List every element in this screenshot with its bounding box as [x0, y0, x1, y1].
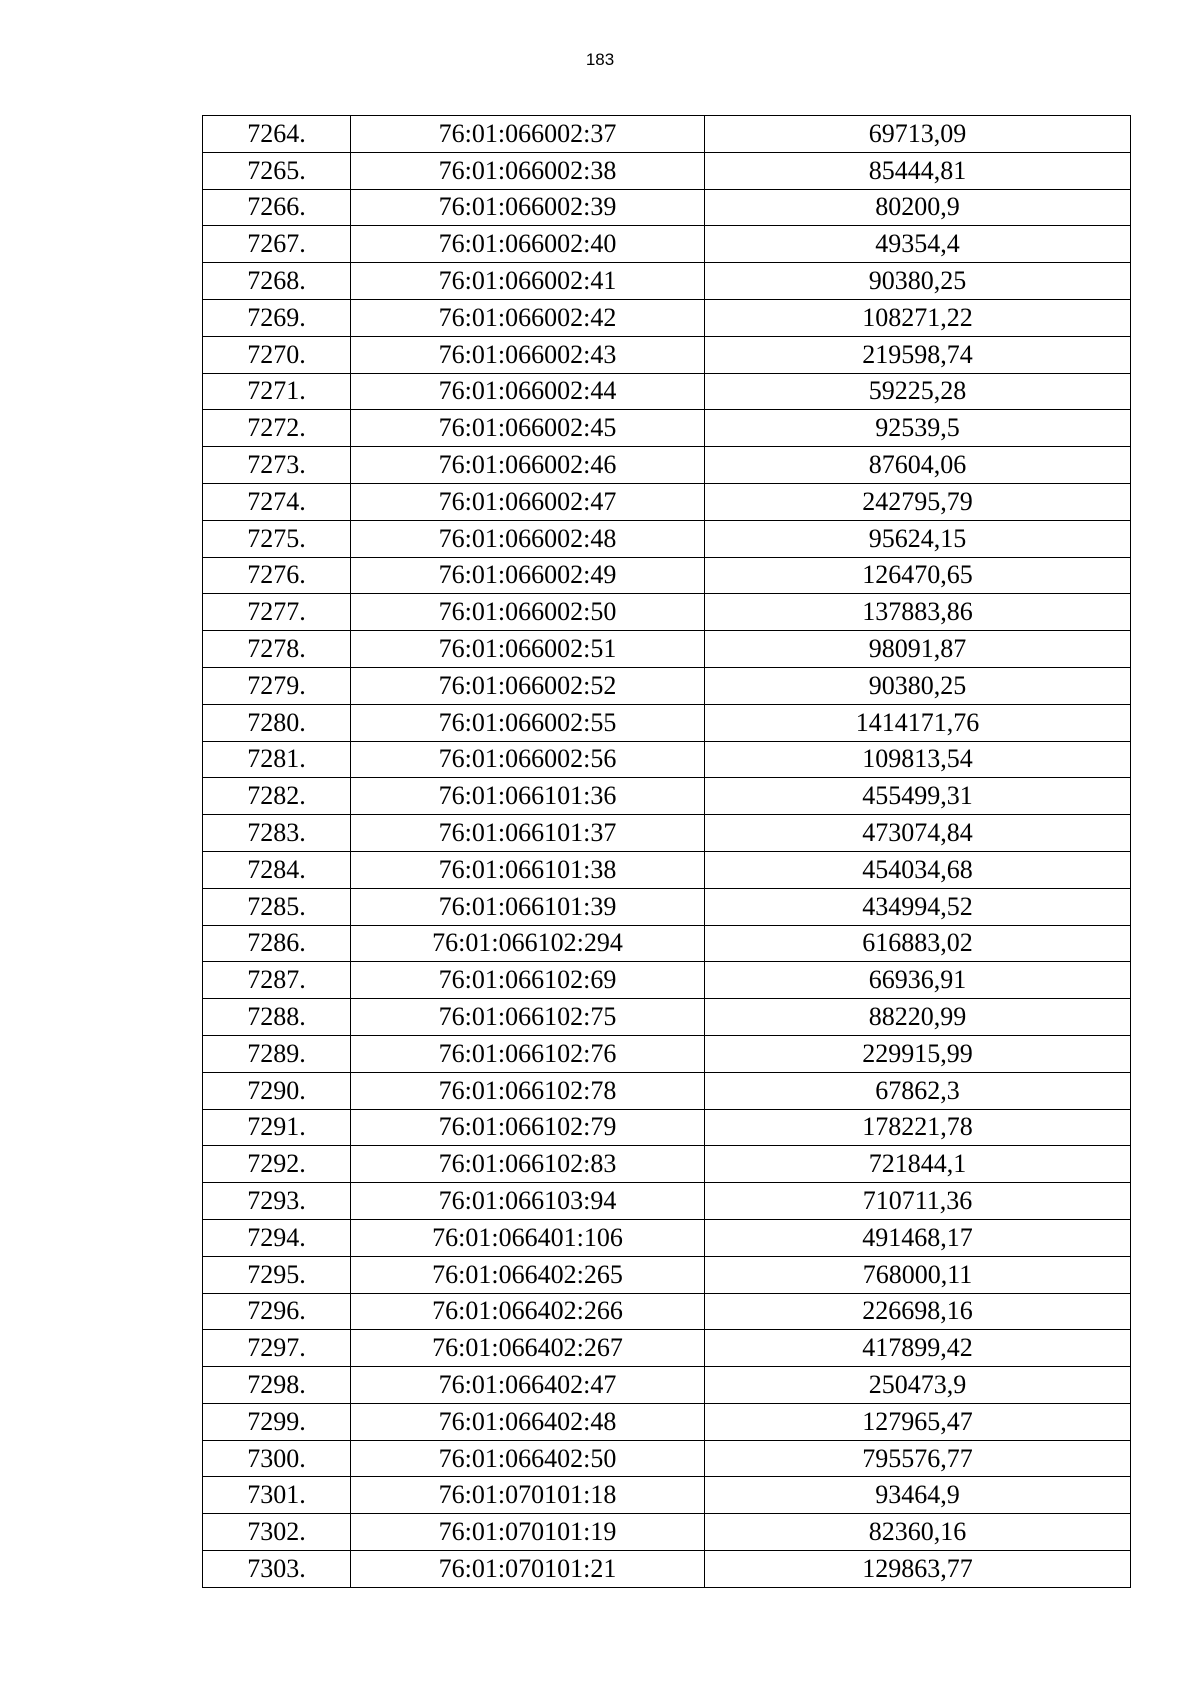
- cadastral-number-cell: 76:01:066002:40: [351, 226, 705, 263]
- table-row: [203, 1146, 1131, 1183]
- cadastral-number-cell: 76:01:066402:267: [351, 1330, 705, 1367]
- row-number-cell: 7267.: [203, 226, 351, 263]
- row-number-cell: 7292.: [203, 1146, 351, 1183]
- cadastral-number-cell: 76:01:066002:43: [351, 336, 705, 373]
- table-row: [203, 999, 1131, 1036]
- cadastral-number-cell: 76:01:070101:18: [351, 1477, 705, 1514]
- table-row: [203, 483, 1131, 520]
- cadastral-number-cell: 76:01:066402:50: [351, 1440, 705, 1477]
- value-cell: 242795,79: [705, 483, 1131, 520]
- row-number-cell: 7281.: [203, 741, 351, 778]
- row-number-cell: 7301.: [203, 1477, 351, 1514]
- table-row: [203, 447, 1131, 484]
- table-row: [203, 116, 1131, 153]
- cadastral-number-cell: 76:01:066002:41: [351, 263, 705, 300]
- table-row: [203, 557, 1131, 594]
- cadastral-number-cell: 76:01:066103:94: [351, 1183, 705, 1220]
- value-cell: 1414171,76: [705, 704, 1131, 741]
- table-row: [203, 373, 1131, 410]
- value-cell: 59225,28: [705, 373, 1131, 410]
- table-row: [203, 1440, 1131, 1477]
- value-cell: 250473,9: [705, 1367, 1131, 1404]
- table-row: [203, 226, 1131, 263]
- table-row: [203, 1477, 1131, 1514]
- value-cell: 93464,9: [705, 1477, 1131, 1514]
- row-number-cell: 7293.: [203, 1183, 351, 1220]
- value-cell: 126470,65: [705, 557, 1131, 594]
- table-row: [203, 1256, 1131, 1293]
- row-number-cell: 7265.: [203, 152, 351, 189]
- value-cell: 98091,87: [705, 631, 1131, 668]
- value-cell: 710711,36: [705, 1183, 1131, 1220]
- value-cell: 90380,25: [705, 263, 1131, 300]
- value-cell: 768000,11: [705, 1256, 1131, 1293]
- value-cell: 82360,16: [705, 1514, 1131, 1551]
- value-cell: 109813,54: [705, 741, 1131, 778]
- cadastral-number-cell: 76:01:066002:46: [351, 447, 705, 484]
- cadastral-number-cell: 76:01:066002:39: [351, 189, 705, 226]
- value-cell: 473074,84: [705, 815, 1131, 852]
- table-row: [203, 1035, 1131, 1072]
- cadastral-number-cell: 76:01:066002:45: [351, 410, 705, 447]
- table-row: [203, 1514, 1131, 1551]
- table-row: [203, 594, 1131, 631]
- cadastral-number-cell: 76:01:066101:38: [351, 851, 705, 888]
- table-row: [203, 888, 1131, 925]
- table-row: [203, 925, 1131, 962]
- cadastral-number-cell: 76:01:066401:106: [351, 1219, 705, 1256]
- value-cell: 434994,52: [705, 888, 1131, 925]
- value-cell: 108271,22: [705, 299, 1131, 336]
- table-row: [203, 336, 1131, 373]
- value-cell: 127965,47: [705, 1403, 1131, 1440]
- row-number-cell: 7270.: [203, 336, 351, 373]
- value-cell: 87604,06: [705, 447, 1131, 484]
- row-number-cell: 7295.: [203, 1256, 351, 1293]
- value-cell: 455499,31: [705, 778, 1131, 815]
- value-cell: 67862,3: [705, 1072, 1131, 1109]
- row-number-cell: 7276.: [203, 557, 351, 594]
- table-row: [203, 1330, 1131, 1367]
- value-cell: 616883,02: [705, 925, 1131, 962]
- row-number-cell: 7288.: [203, 999, 351, 1036]
- page-number: 183: [585, 50, 615, 69]
- row-number-cell: 7287.: [203, 962, 351, 999]
- table-row: [203, 778, 1131, 815]
- row-number-cell: 7279.: [203, 667, 351, 704]
- row-number-cell: 7285.: [203, 888, 351, 925]
- cadastral-number-cell: 76:01:066101:39: [351, 888, 705, 925]
- value-cell: 129863,77: [705, 1551, 1131, 1588]
- table-row: [203, 1183, 1131, 1220]
- table-row: [203, 1109, 1131, 1146]
- cadastral-number-cell: 76:01:066102:78: [351, 1072, 705, 1109]
- cadastral-number-cell: 76:01:066402:266: [351, 1293, 705, 1330]
- cadastral-number-cell: 76:01:066002:55: [351, 704, 705, 741]
- row-number-cell: 7289.: [203, 1035, 351, 1072]
- row-number-cell: 7280.: [203, 704, 351, 741]
- cadastral-number-cell: 76:01:066002:51: [351, 631, 705, 668]
- cadastral-number-cell: 76:01:066002:42: [351, 299, 705, 336]
- value-cell: 795576,77: [705, 1440, 1131, 1477]
- cadastral-number-cell: 76:01:066002:37: [351, 116, 705, 153]
- table-row: [203, 962, 1131, 999]
- row-number-cell: 7294.: [203, 1219, 351, 1256]
- cadastral-number-cell: 76:01:066002:47: [351, 483, 705, 520]
- table-row: [203, 189, 1131, 226]
- table-row: [203, 667, 1131, 704]
- row-number-cell: 7269.: [203, 299, 351, 336]
- table-row: [203, 299, 1131, 336]
- table-row: [203, 263, 1131, 300]
- cadastral-number-cell: 76:01:066402:48: [351, 1403, 705, 1440]
- value-cell: 721844,1: [705, 1146, 1131, 1183]
- table-row: [203, 741, 1131, 778]
- value-cell: 229915,99: [705, 1035, 1131, 1072]
- cadastral-number-cell: 76:01:066002:48: [351, 520, 705, 557]
- value-cell: 88220,99: [705, 999, 1131, 1036]
- cadastral-number-cell: 76:01:066002:52: [351, 667, 705, 704]
- cadastral-number-cell: 76:01:066002:38: [351, 152, 705, 189]
- row-number-cell: 7286.: [203, 925, 351, 962]
- table-row: [203, 1293, 1131, 1330]
- value-cell: 226698,16: [705, 1293, 1131, 1330]
- value-cell: 491468,17: [705, 1219, 1131, 1256]
- cadastral-number-cell: 76:01:066002:49: [351, 557, 705, 594]
- row-number-cell: 7275.: [203, 520, 351, 557]
- row-number-cell: 7300.: [203, 1440, 351, 1477]
- cadastral-number-cell: 76:01:066102:69: [351, 962, 705, 999]
- row-number-cell: 7272.: [203, 410, 351, 447]
- cadastral-number-cell: 76:01:066101:37: [351, 815, 705, 852]
- row-number-cell: 7283.: [203, 815, 351, 852]
- row-number-cell: 7284.: [203, 851, 351, 888]
- cadastral-number-cell: 76:01:066101:36: [351, 778, 705, 815]
- value-cell: 454034,68: [705, 851, 1131, 888]
- value-cell: 219598,74: [705, 336, 1131, 373]
- value-cell: 417899,42: [705, 1330, 1131, 1367]
- row-number-cell: 7282.: [203, 778, 351, 815]
- value-cell: 49354,4: [705, 226, 1131, 263]
- value-cell: 66936,91: [705, 962, 1131, 999]
- table-row: [203, 410, 1131, 447]
- table-row: [203, 1072, 1131, 1109]
- row-number-cell: 7277.: [203, 594, 351, 631]
- table-row: [203, 1367, 1131, 1404]
- table-row: [203, 1219, 1131, 1256]
- cadastral-number-cell: 76:01:066102:75: [351, 999, 705, 1036]
- table-row: [203, 815, 1131, 852]
- cadastral-number-cell: 76:01:066402:47: [351, 1367, 705, 1404]
- row-number-cell: 7296.: [203, 1293, 351, 1330]
- table-row: [203, 631, 1131, 668]
- row-number-cell: 7278.: [203, 631, 351, 668]
- cadastral-number-cell: 76:01:066002:44: [351, 373, 705, 410]
- row-number-cell: 7274.: [203, 483, 351, 520]
- cadastral-number-cell: 76:01:066102:83: [351, 1146, 705, 1183]
- cadastral-number-cell: 76:01:070101:19: [351, 1514, 705, 1551]
- value-cell: 178221,78: [705, 1109, 1131, 1146]
- row-number-cell: 7273.: [203, 447, 351, 484]
- cadastral-number-cell: 76:01:066402:265: [351, 1256, 705, 1293]
- table-body: [203, 116, 1131, 1588]
- row-number-cell: 7290.: [203, 1072, 351, 1109]
- table-row: [203, 520, 1131, 557]
- table-row: [203, 1403, 1131, 1440]
- row-number-cell: 7298.: [203, 1367, 351, 1404]
- value-cell: 92539,5: [705, 410, 1131, 447]
- cadastral-number-cell: 76:01:066002:56: [351, 741, 705, 778]
- row-number-cell: 7271.: [203, 373, 351, 410]
- row-number-cell: 7299.: [203, 1403, 351, 1440]
- table-row: [203, 152, 1131, 189]
- table-row: [203, 851, 1131, 888]
- row-number-cell: 7297.: [203, 1330, 351, 1367]
- row-number-cell: 7303.: [203, 1551, 351, 1588]
- value-cell: 80200,9: [705, 189, 1131, 226]
- value-cell: 137883,86: [705, 594, 1131, 631]
- table-row: [203, 704, 1131, 741]
- cadastral-value-table: [202, 115, 1131, 1588]
- value-cell: 69713,09: [705, 116, 1131, 153]
- row-number-cell: 7302.: [203, 1514, 351, 1551]
- cadastral-number-cell: 76:01:066102:76: [351, 1035, 705, 1072]
- row-number-cell: 7268.: [203, 263, 351, 300]
- table-row: [203, 1551, 1131, 1588]
- cadastral-number-cell: 76:01:066002:50: [351, 594, 705, 631]
- row-number-cell: 7266.: [203, 189, 351, 226]
- cadastral-number-cell: 76:01:066102:79: [351, 1109, 705, 1146]
- row-number-cell: 7291.: [203, 1109, 351, 1146]
- value-cell: 95624,15: [705, 520, 1131, 557]
- cadastral-number-cell: 76:01:070101:21: [351, 1551, 705, 1588]
- value-cell: 85444,81: [705, 152, 1131, 189]
- row-number-cell: 7264.: [203, 116, 351, 153]
- value-cell: 90380,25: [705, 667, 1131, 704]
- cadastral-number-cell: 76:01:066102:294: [351, 925, 705, 962]
